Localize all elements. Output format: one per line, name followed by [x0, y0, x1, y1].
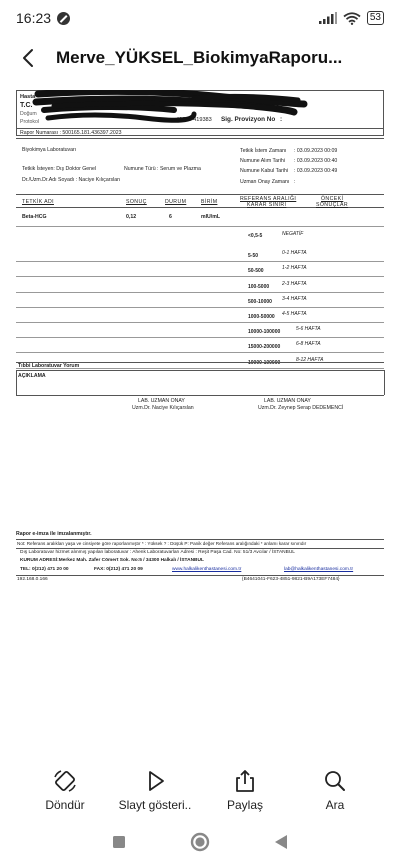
share-icon — [232, 768, 258, 794]
aciklama-label: AÇIKLAMA — [18, 373, 46, 379]
test-status: 6 — [169, 214, 172, 220]
ip-address: 192.168.0.166 — [17, 577, 48, 582]
institution-email[interactable]: lab@halkalikenthastanesi.com.tr — [284, 567, 354, 572]
recents-button[interactable] — [112, 835, 126, 854]
eimza-note: Rapor e-imza ile imzalanmıştır. — [16, 531, 92, 537]
numune-alim-label: Numune Alım Tarihi — [240, 158, 285, 164]
institution-tel: TEL: 0(212) 471 20 00 — [20, 567, 69, 572]
numune-turu: Numune Türü : Serum ve Plazma — [124, 166, 201, 172]
divider — [384, 370, 385, 395]
onay-label: Uzman Onay Zamanı — [240, 179, 290, 185]
test-result: 0,12 — [126, 214, 137, 220]
reference-range-value: 500-10000 — [248, 298, 272, 305]
document-hash: {B4641041-F623-4851-9821-B9A173EF7484} — [242, 577, 340, 582]
signature-2-title: LAB. UZMAN ONAY — [264, 398, 311, 404]
numune-kabul-value: : 03.09.2023 00:49 — [294, 168, 338, 174]
divider — [16, 539, 384, 540]
reference-range-week: 1-2 HAFTA — [282, 265, 307, 272]
circle-icon — [190, 832, 210, 852]
institution-website[interactable]: www.halkalikenthastanesi.com.tr — [172, 567, 242, 572]
signature-1-title: LAB. UZMAN ONAY — [138, 398, 185, 404]
play-icon — [142, 768, 168, 794]
table-row-divider — [16, 226, 384, 227]
reference-range-value: <0,5-5 — [248, 233, 263, 239]
col-onceki: ÖNCEKİ — [321, 196, 344, 202]
rotate-button[interactable] — [25, 768, 105, 812]
col-referans: REFERANS ARALIĞI — [240, 196, 297, 202]
reference-range-week: 6-8 HAFTA — [296, 341, 321, 348]
col-sonuclar: SONUÇLAR — [316, 202, 349, 208]
institution-address: KURUM ADRESİ:Merkez Mah. Zafer Cömert Sok. No:5 / 34300 Halkalı / İSTANBUL — [20, 558, 204, 563]
system-nav-bar — [0, 822, 400, 866]
tc-label: T.C. — [20, 102, 33, 109]
reference-note: Not: Referans aralıkları yaşa ve cinsiyete göre raporlanmıştır * : Yüksek ? : Düşük P: Panik değer Referans aralığındaki * anlamı karar sınırıdır — [17, 541, 307, 546]
reference-range-week: 5-6 HAFTA — [296, 326, 321, 333]
table-row-divider — [16, 322, 384, 323]
share-button[interactable] — [205, 768, 285, 812]
divider — [16, 575, 384, 576]
reference-range-week: 2-3 HAFTA — [282, 280, 307, 287]
back-arrow-icon — [21, 48, 35, 68]
table-row-divider — [16, 292, 384, 293]
sig-provizyon-colon: : — [280, 116, 283, 123]
status-icons — [319, 11, 384, 25]
onay-value: : — [294, 179, 296, 185]
signature-2-name: Uzm.Dr. Zeynep Serap DEDEMENCİ — [258, 405, 344, 411]
table-row-divider — [16, 307, 384, 308]
back-button[interactable] — [0, 36, 56, 80]
istem-value: : 03.09.2023 00:09 — [294, 148, 338, 154]
divider — [16, 128, 384, 129]
status-time: 16:23 — [16, 10, 52, 26]
reference-range-value: 15000-200000 — [248, 344, 281, 351]
rapor-no: Rapor Numarası : 500165.181.436397.2023 — [20, 130, 122, 136]
battery-indicator: 53 — [367, 11, 384, 25]
search-button[interactable] — [295, 768, 375, 812]
slideshow-button[interactable] — [115, 768, 195, 812]
signal-icon — [319, 12, 337, 24]
laboratory-name: Biyokimya Laboratuvarı — [22, 147, 77, 153]
divider — [16, 395, 384, 396]
istem-label: Tetkik İstem Zamanı — [240, 148, 287, 154]
search-icon — [322, 768, 348, 794]
share-label: Paylaş — [226, 798, 264, 812]
home-button[interactable] — [190, 832, 210, 857]
slideshow-label: Slayt gösteri.. — [118, 798, 192, 812]
rotate-icon — [52, 768, 78, 794]
reference-range-week: 3-4 HAFTA — [282, 295, 307, 302]
divider — [16, 370, 384, 371]
col-sonuc: SONUÇ — [126, 199, 147, 205]
table-row-divider — [16, 261, 384, 262]
bottom-toolbar — [0, 760, 400, 820]
divider — [16, 548, 384, 549]
protokol-label: Protokol — [20, 119, 40, 125]
col-birim: BİRİM — [201, 199, 218, 205]
numune-kabul-label: Numune Kabul Tarihi — [240, 168, 289, 174]
reference-range-value: 10000-100000 — [248, 329, 281, 336]
protokol-numbers: 4272 / 419383 — [176, 117, 212, 123]
numune-alim-value: : 03.09.2023 00:40 — [294, 158, 338, 164]
test-unit: mIU/mL — [201, 214, 221, 220]
app-header — [0, 36, 400, 80]
document-page[interactable] — [14, 90, 386, 600]
table-row-divider — [16, 337, 384, 338]
col-karar-siniri: KARAR SINIRI — [247, 202, 287, 208]
search-label: Ara — [325, 798, 345, 812]
col-durum: DURUM — [165, 199, 187, 205]
reference-range-value: 50-500 — [248, 268, 264, 275]
reference-range-value: 100-5000 — [248, 283, 270, 290]
square-icon — [112, 835, 126, 849]
wifi-icon — [343, 12, 361, 25]
status-bar — [0, 0, 400, 36]
doctor-name: Dr./Uzm.Dr.Adı Soyadı : Naciye Kılıçarslan — [22, 177, 121, 183]
do-not-disturb-icon — [57, 12, 70, 25]
signature-1-name: Uzm.Dr. Naciye Kılıçarslan — [132, 405, 194, 411]
test-name: Beta-HCG — [22, 214, 47, 220]
reference-range-week: 8-12 HAFTA — [296, 356, 324, 363]
reference-range-week: 4-5 HAFTA — [282, 311, 307, 317]
table-row-divider — [16, 276, 384, 277]
reference-range-value: 1000-50000 — [248, 314, 275, 320]
reference-range-value: 5-50 — [248, 253, 259, 260]
tetkik-isteyen: Tetkik İsteyen: Dış Doktor Genel — [22, 166, 97, 172]
back-nav-button[interactable] — [274, 834, 288, 855]
divider — [16, 370, 17, 395]
institution-fax: FAX: 0(212) 471 20 09 — [94, 567, 143, 572]
external-lab-note: Dış Laboratuvar hizmet alınmış yapılan laboratuvar : Ahenk Laboratuvarları Adresi : Reşit Paşa Cad. No: 51/3 Avcılar / İSTANBUL — [20, 550, 295, 555]
table-row-divider — [16, 352, 384, 353]
document-title: Merve_YÜKSEL_BiokimyaRaporu... — [56, 48, 343, 67]
dogum-label: Doğum — [20, 111, 37, 117]
reference-range-week: 0-1 HAFTA — [282, 250, 307, 257]
triangle-back-icon — [274, 834, 288, 850]
reference-range-week: NEGATİF — [282, 231, 304, 237]
reference-range-value: 10000-100000 — [248, 359, 281, 366]
divider — [16, 138, 384, 139]
col-tetkik-adi: TETKİK ADI — [22, 199, 54, 205]
hasta-label: Hasta — [20, 94, 36, 100]
yorum-label: Tıbbi Laboratuvar Yorum — [18, 363, 80, 369]
rotate-label: Döndür — [45, 798, 85, 812]
sig-provizyon-label: Sig. Provizyon No — [221, 116, 276, 123]
